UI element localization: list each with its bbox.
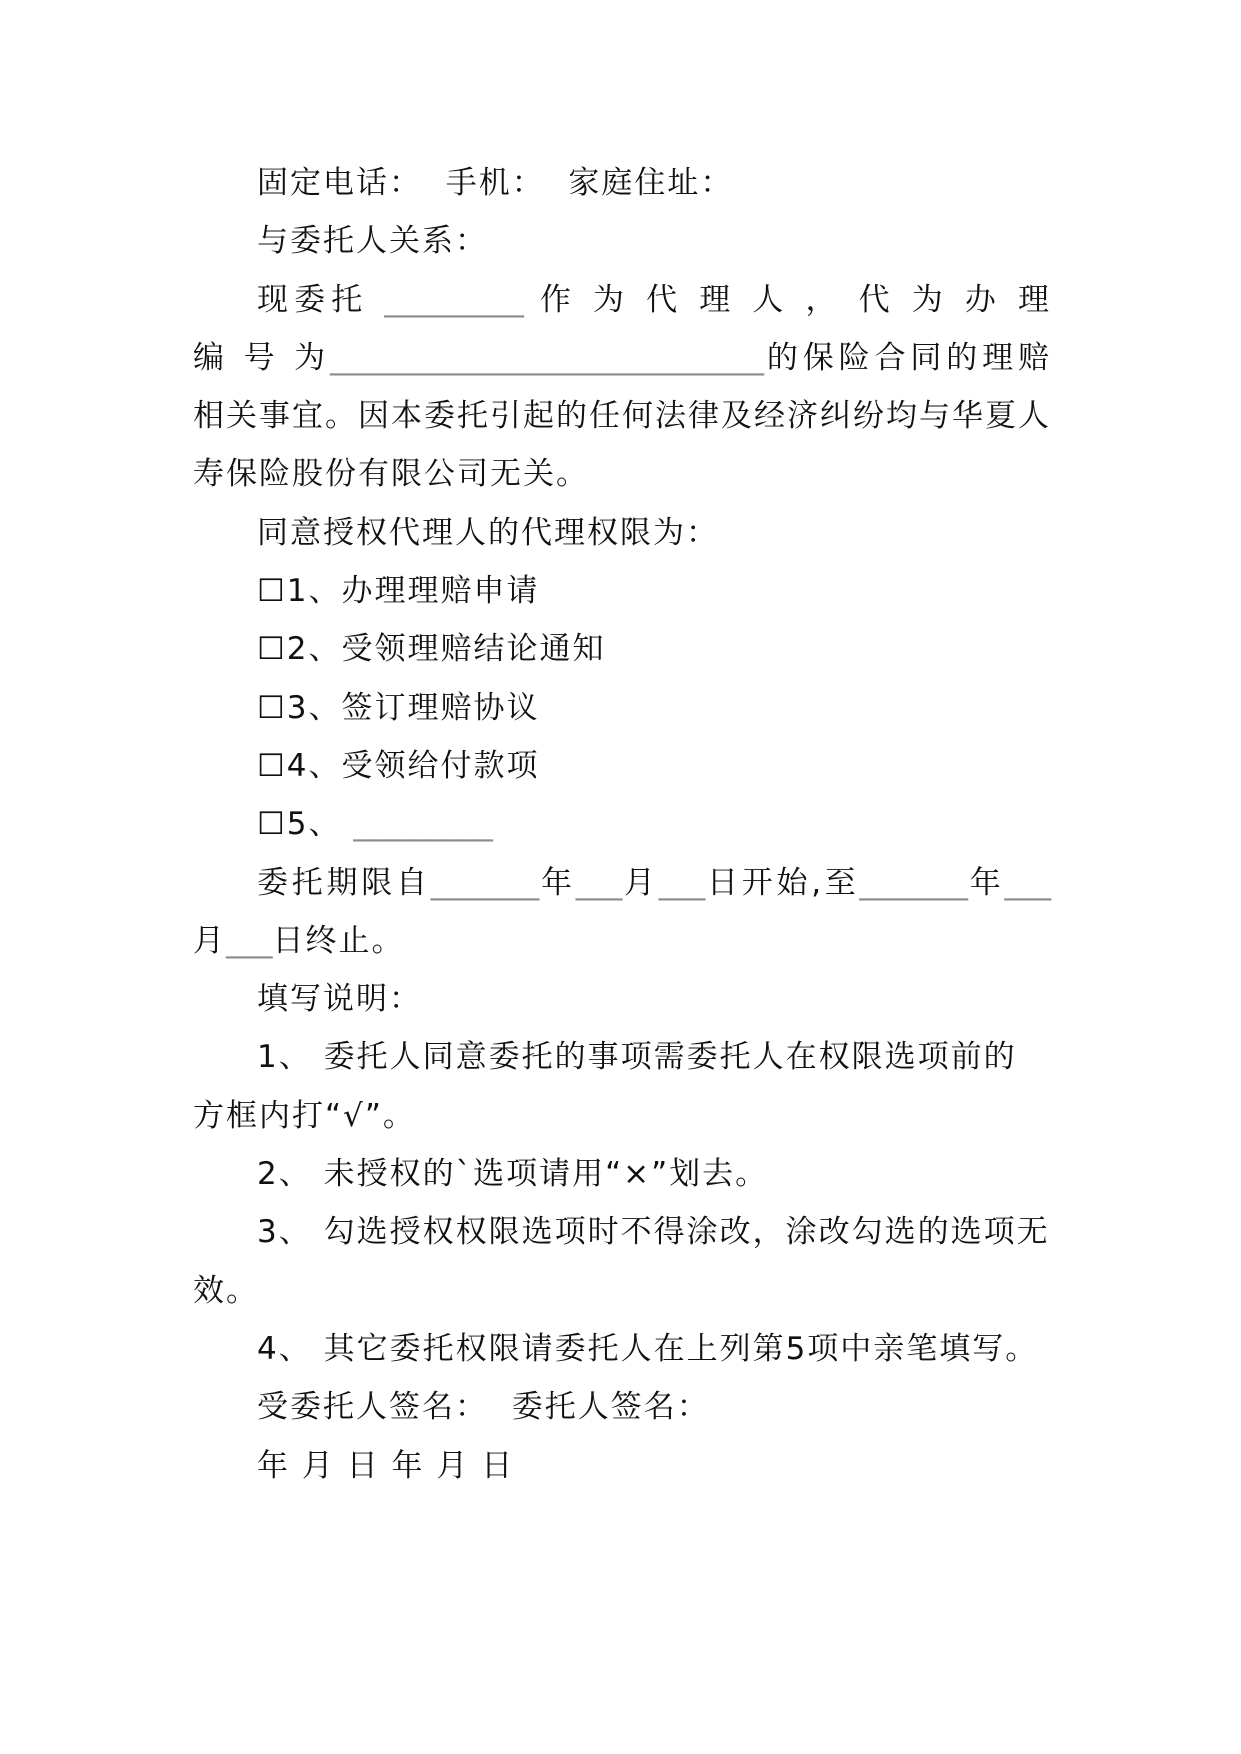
appoint-line bbox=[193, 271, 1051, 329]
note-3-cont: 效。 bbox=[193, 1272, 259, 1309]
matter-line-1: 相关事宜。因本委托引起的任何法律及经济纠纷均与华夏人 bbox=[193, 398, 1051, 435]
notes-title: 填写说明： bbox=[257, 981, 422, 1018]
policy-number-blank[interactable]: ____________________________ bbox=[330, 339, 765, 376]
contact-line: 固定电话： 手机： 家庭住址： bbox=[257, 165, 734, 201]
text: 编 号 为 bbox=[193, 339, 331, 376]
end-month-blank[interactable]: ___ bbox=[1004, 864, 1052, 901]
text: 月 bbox=[193, 922, 226, 959]
text: 年 bbox=[968, 864, 1005, 901]
text: 现委托 bbox=[257, 281, 369, 318]
text: 月 bbox=[622, 864, 659, 901]
relation-line: 与委托人关系： bbox=[257, 223, 488, 260]
agent-name-blank[interactable]: _________ bbox=[384, 281, 524, 318]
document-body bbox=[193, 154, 1051, 1495]
text: 年 bbox=[539, 864, 576, 901]
signature-line: 受委托人签名： 委托人签名： bbox=[257, 1389, 710, 1426]
start-year-blank[interactable]: _______ bbox=[430, 864, 540, 901]
text: 日开始,至 bbox=[705, 864, 860, 901]
option-5-blank[interactable]: _________ bbox=[353, 806, 493, 843]
option-3-checkbox[interactable]: ☐3、签订理赔协议 bbox=[257, 689, 540, 726]
note-4: 4、 其它委托权限请委托人在上列第5项中亲笔填写。 bbox=[257, 1330, 1039, 1367]
note-2: 2、 未授权的`选项请用“×”划去。 bbox=[257, 1156, 769, 1193]
note-1-cont: 方框内打“√”。 bbox=[193, 1097, 416, 1134]
date-line: 年 月 日 年 月 日 bbox=[257, 1447, 515, 1484]
note-1: 1、 委托人同意委托的事项需委托人在权限选项前的 bbox=[257, 1039, 1017, 1076]
matter-line-2: 寿保险股份有限公司无关。 bbox=[193, 456, 589, 493]
text: 日终止。 bbox=[272, 922, 405, 959]
policy-line bbox=[193, 329, 1051, 387]
period-line-2 bbox=[193, 912, 1051, 970]
start-month-blank[interactable]: ___ bbox=[575, 864, 623, 901]
note-3: 3、 勾选授权权限选项时不得涂改，涂改勾选的选项无 bbox=[257, 1214, 1050, 1251]
option-5-checkbox[interactable] bbox=[193, 795, 1051, 853]
end-day-blank[interactable]: ___ bbox=[226, 922, 273, 959]
option-4-checkbox[interactable]: ☐4、受领给付款项 bbox=[257, 747, 540, 784]
text: 委托期限自 bbox=[257, 864, 431, 901]
text: 作 为 代 理 人 ， 代 为 办 理 bbox=[539, 281, 1052, 318]
end-year-blank[interactable]: _______ bbox=[859, 864, 969, 901]
start-day-blank[interactable]: ___ bbox=[658, 864, 706, 901]
text: ☐5、 bbox=[257, 806, 342, 843]
option-2-checkbox[interactable]: ☐2、受领理赔结论通知 bbox=[257, 631, 606, 668]
text: 的保险合同的理赔 bbox=[764, 339, 1051, 376]
option-1-checkbox[interactable]: ☐1、办理理赔申请 bbox=[257, 573, 540, 610]
scope-title: 同意授权代理人的代理权限为： bbox=[257, 514, 719, 551]
period-line-1 bbox=[193, 854, 1051, 912]
